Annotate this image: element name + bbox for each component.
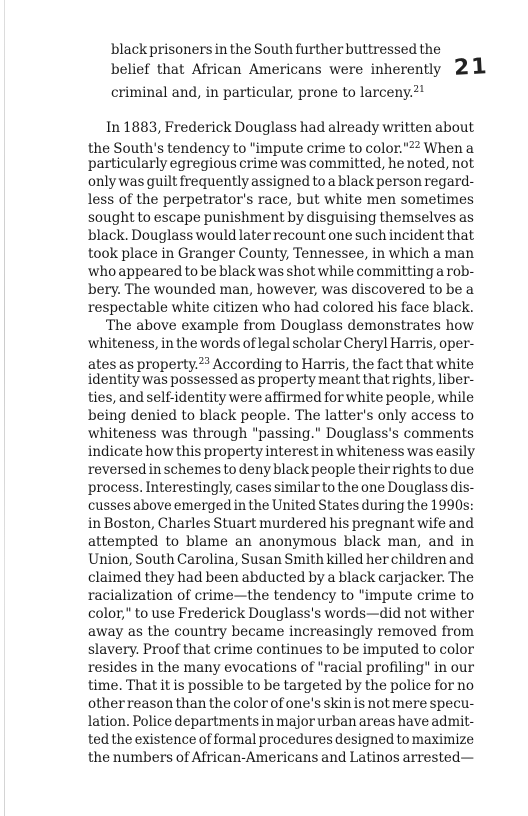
text-line: resides in the many evocations of "racial profiling" in our <box>88 660 475 676</box>
text-line: Union, South Carolina, Susan Smith killed her children and <box>88 552 474 568</box>
text-line: indicate how this property interest in whiteness was easily <box>88 444 475 460</box>
text-line: who appeared to be black was shot while committing a rob- <box>88 264 474 280</box>
text-line: attempted to blame an anonymous black man, and in <box>88 534 475 550</box>
text-line: in Boston, Charles Stuart murdered his pregnant wife and <box>88 516 474 532</box>
text-line: away as the country became increasingly removed from <box>88 624 474 640</box>
text-line: cusses above emerged in the United States during the 1990s: <box>88 498 474 514</box>
paragraph-start-line: The above example from Douglass demonstrates how <box>106 318 474 334</box>
text-line: process. Interestingly, cases similar to the one Douglass dis- <box>88 480 475 496</box>
text-line: claimed they had been abducted by a black carjacker. The <box>88 570 475 586</box>
text-line: the South's tendency to "impute crime to color."$^{22}$ When a <box>88 141 474 157</box>
page-edge-rule <box>4 0 5 816</box>
text-line: other reason than the color of one's skin is not mere specu- <box>88 696 475 712</box>
text-line: slavery. Proof that crime continues to be imputed to color <box>88 642 474 658</box>
text-line: reversed in schemes to deny black people their rights to due <box>88 462 475 478</box>
text-line: being denied to black people. The latter's only access to <box>88 408 474 424</box>
text-line: time. That it is possible to be targeted by the police for no <box>88 678 474 694</box>
text-line: ted the existence of formal procedures designed to maximize <box>88 732 475 748</box>
footnote-marker: 22 <box>409 141 421 151</box>
text-line: black. Douglass would later recount one such incident that <box>88 228 474 244</box>
text-line: particularly egregious crime was committed, he noted, not <box>88 156 474 172</box>
text-line: whiteness, in the words of legal scholar Cheryl Harris, oper- <box>88 336 475 352</box>
text-line: color," to use Frederick Douglass's words—did not wither <box>88 606 475 622</box>
text-line: criminal and, in particular, prone to larceny.$^{21}$ <box>111 85 425 101</box>
text-line: sought to escape punishment by disguising themselves as <box>88 210 474 226</box>
paragraph-start-line: In 1883, Frederick Douglass had already written about <box>106 120 474 136</box>
text-line: respectable white citizen who had colored his face black. <box>88 300 474 316</box>
text-line: black prisoners in the South further buttressed the <box>111 42 442 58</box>
text-line: identity was possessed as property meant that rights, liber- <box>88 372 475 388</box>
text-line: ates as property.$^{23}$ According to Harris, the fact that white <box>88 357 475 373</box>
handwritten-page-number: 21 <box>453 54 490 81</box>
text-line: less of the perpetrator's race, but white men sometimes <box>88 192 474 208</box>
text-line: belief that African Americans were inherently <box>111 62 441 78</box>
text-line: ties, and self-identity were affirmed for white people, while <box>88 390 474 406</box>
text-line: racialization of crime—the tendency to "impute crime to <box>88 588 474 604</box>
footnote-marker: 21 <box>413 85 425 95</box>
text-line: only was guilt frequently assigned to a black person regard- <box>88 174 474 190</box>
text-line: took place in Granger County, Tennessee, in which a man <box>88 246 475 262</box>
text-line: the numbers of African-Americans and Latinos arrested— <box>88 750 475 766</box>
text-line: lation. Police departments in major urban areas have admit- <box>88 714 475 730</box>
text-line: whiteness was through "passing." Douglass's comments <box>88 426 474 442</box>
footnote-marker: 23 <box>198 357 211 367</box>
text-line: bery. The wounded man, however, was discovered to be a <box>88 282 474 298</box>
